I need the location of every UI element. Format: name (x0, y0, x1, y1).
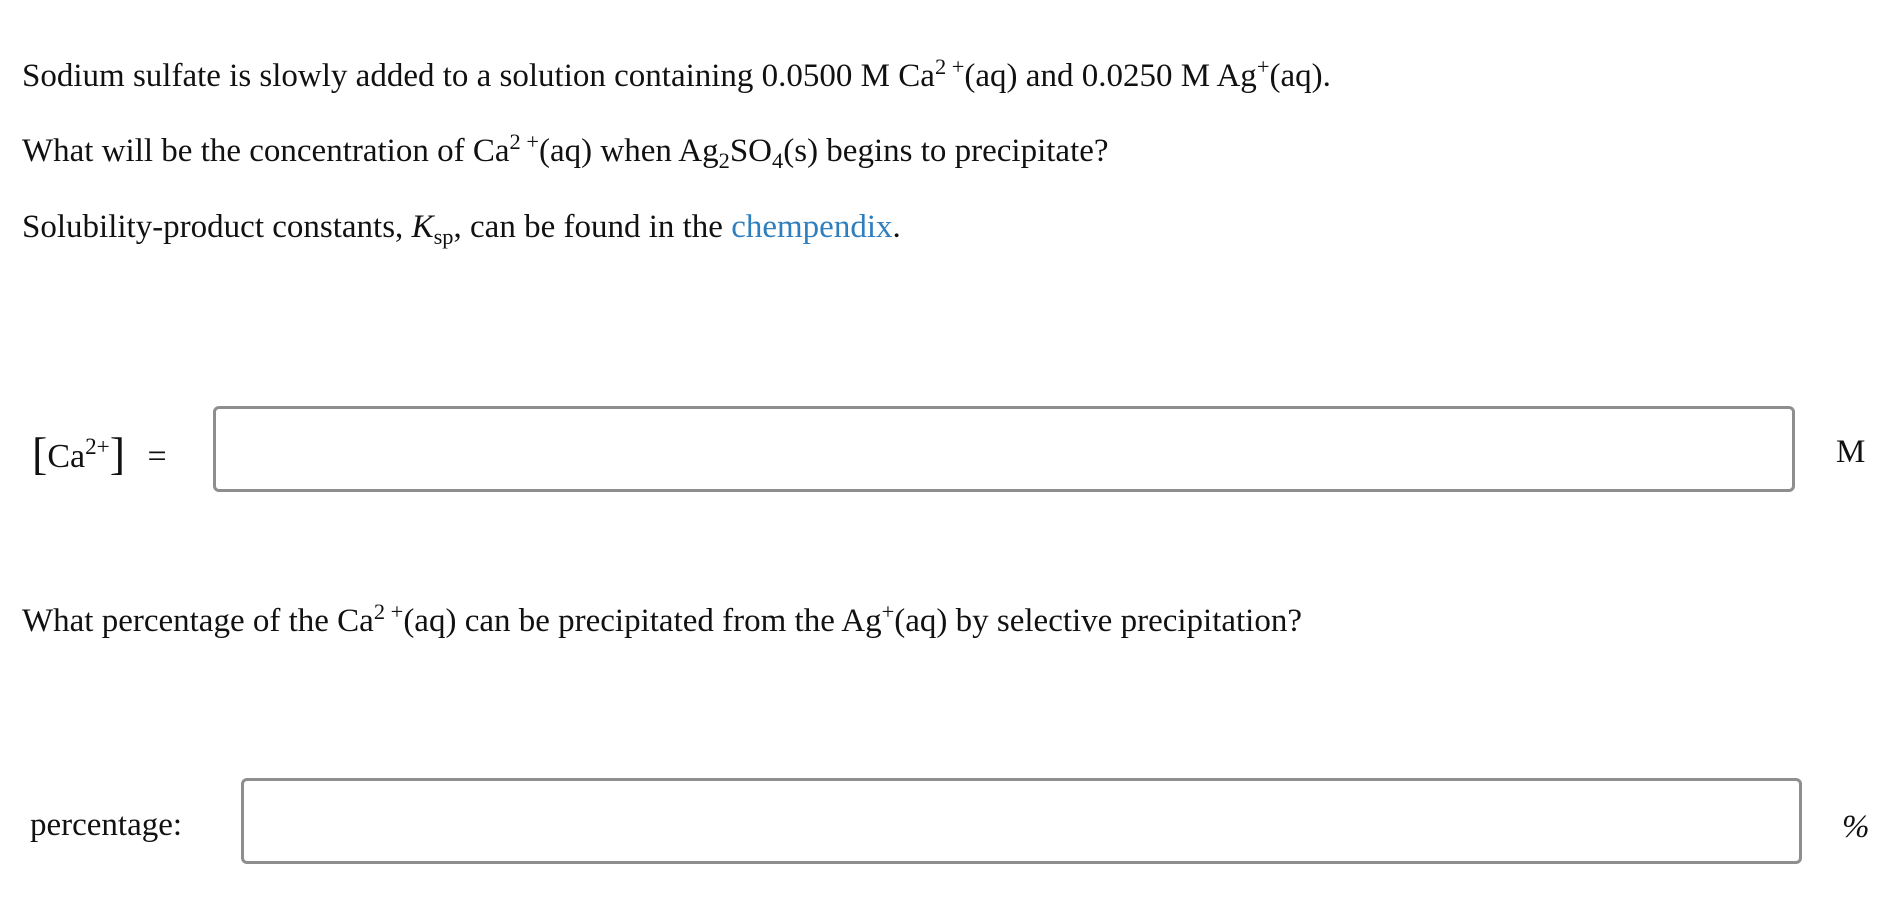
question-line-4 (22, 598, 1302, 641)
ca-charge: 2 + (509, 128, 539, 154)
percentage-input[interactable] (241, 778, 1802, 864)
line4-middle: (aq) can be precipitated from the Ag (403, 603, 882, 639)
question-line-3 (22, 207, 901, 250)
sulfate-so: SO (729, 133, 773, 169)
line4-suffix: (aq) by selective precipitation? (894, 603, 1302, 639)
line4-prefix: What percentage of the Ca (22, 603, 374, 639)
open-bracket: [ (32, 428, 48, 479)
ksp-symbol: K (411, 209, 434, 245)
line3-middle: , can be found in the (453, 209, 732, 245)
sulfate-subscript: 4 (772, 148, 784, 174)
ca-charge: 2+ (85, 434, 110, 461)
line2-suffix: (s) begins to precipitate? (783, 133, 1109, 169)
ca-concentration-label (32, 428, 167, 479)
percent-unit: % (1842, 809, 1870, 845)
ag-charge: + (1256, 53, 1270, 79)
ag-subscript: 2 (718, 148, 730, 174)
chempendix-link[interactable]: chempendix (731, 209, 893, 245)
line3-prefix: Solubility-product constants, (22, 209, 412, 245)
ksp-subscript: sp (433, 224, 454, 250)
question-line-1 (22, 53, 1331, 96)
close-bracket: ] (109, 428, 126, 479)
percentage-label: percentage: (30, 807, 183, 843)
equals-sign: = (147, 438, 167, 475)
ca-charge: 2 + (934, 53, 965, 79)
question-line-2 (22, 128, 1109, 174)
line2-middle: (aq) when Ag (538, 133, 719, 169)
ca-species: Ca (47, 438, 86, 475)
line1-prefix: Sodium sulfate is slowly added to a solution containing 0.0500 M Ca (22, 58, 935, 94)
line1-middle: (aq) and 0.0250 M Ag (964, 58, 1257, 94)
line1-suffix: (aq). (1269, 58, 1331, 94)
line3-suffix: . (892, 209, 901, 245)
line2-prefix: What will be the concentration of Ca (22, 133, 510, 169)
molar-unit: M (1836, 434, 1866, 470)
ca-charge: 2 + (373, 598, 404, 624)
ag-charge: + (881, 598, 895, 624)
ca-concentration-input[interactable] (213, 406, 1795, 492)
